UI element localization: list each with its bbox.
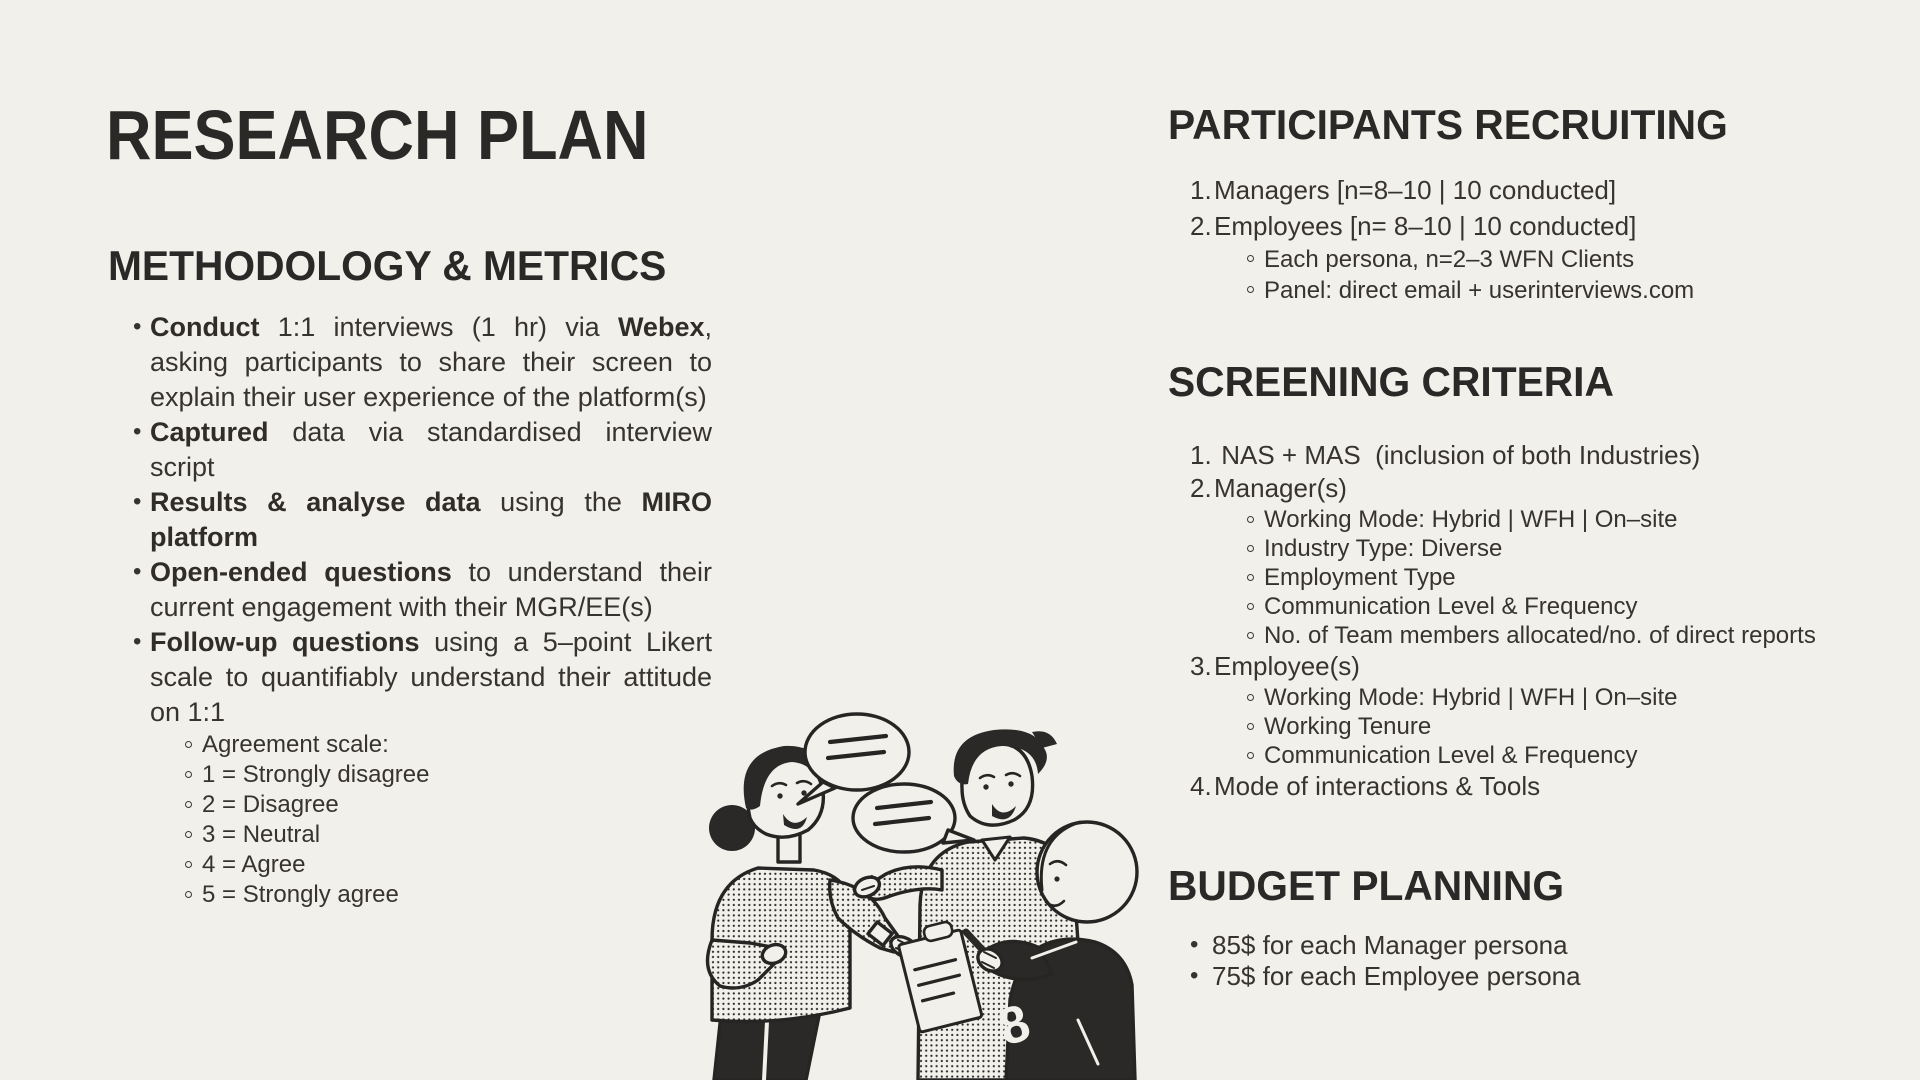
people-talking-illustration <box>680 690 1140 1080</box>
sub-list-item: No. of Team members allocated/no. of direct reports <box>1247 621 1880 650</box>
sub-list-item: Panel: direct email + userinterviews.com <box>1247 275 1850 306</box>
list-item: Employees [n= 8–10 | 10 conducted] Each persona, n=2–3 WFN Clients Panel: direct email + userinterviews.com <box>1190 208 1850 306</box>
jacket-number: 8 <box>991 993 1037 1058</box>
list-item: • Follow-up questions using a 5–point Likert scale to quantifiably understand their attitude on 1:1 Agreement scale: 1 = Strongly disagree 2 = Disagree 3 = Neutral 4 = Agree 5 = Strongly agree <box>132 625 712 910</box>
screening-list <box>1190 439 1880 803</box>
sub-list-item: 3 = Neutral <box>185 820 712 850</box>
sub-list <box>185 730 712 910</box>
list-item: Managers [n=8–10 | 10 conducted] <box>1214 175 1617 205</box>
list-item: • 75$ for each Employee persona <box>1190 961 1690 992</box>
sub-list-item: 1 = Strongly disagree <box>185 760 712 790</box>
sub-list-item: Agreement scale: <box>185 730 712 760</box>
participants-list <box>1190 172 1850 306</box>
sub-list-item: 5 = Strongly agree <box>185 880 712 910</box>
sub-list-item: Working Mode: Hybrid | WFH | On–site <box>1247 505 1880 534</box>
methodology-list <box>132 310 712 910</box>
sub-list-item: 4 = Agree <box>185 850 712 880</box>
sub-list-item: 2 = Disagree <box>185 790 712 820</box>
sub-list-item: Each persona, n=2–3 WFN Clients <box>1247 244 1850 275</box>
participants-heading: PARTICIPANTS RECRUITING <box>1168 101 1728 148</box>
list-item: Mode of interactions & Tools <box>1214 771 1541 801</box>
sub-list-item: Employment Type <box>1247 563 1880 592</box>
list-item: • Conduct 1:1 interviews (1 hr) via Webex, asking participants to share their screen to explain their user experience of the platform(s) <box>132 310 712 415</box>
budget-heading: BUDGET PLANNING <box>1168 862 1565 909</box>
sub-list-item: Working Mode: Hybrid | WFH | On–site <box>1247 683 1880 712</box>
list-item: • Results & analyse data using the MIRO platform <box>132 485 712 555</box>
budget-list <box>1190 930 1690 992</box>
sub-list-item: Communication Level & Frequency <box>1247 592 1880 621</box>
list-item: • Open-ended questions to understand their current engagement with their MGR/EE(s) <box>132 555 712 625</box>
sub-list <box>1247 244 1850 306</box>
methodology-heading: METHODOLOGY & METRICS <box>108 242 667 289</box>
list-item: Employee(s) Working Mode: Hybrid | WFH | On–site Working Tenure Communication Level & Frequency <box>1190 650 1880 770</box>
sub-list-item: Communication Level & Frequency <box>1247 741 1880 770</box>
list-item: Manager(s) Working Mode: Hybrid | WFH | On–site Industry Type: Diverse Employment Type Communication Level & Frequency No. of Team members allocated/no. of direct reports <box>1190 472 1880 650</box>
list-item: • Captured data via standardised interview script <box>132 415 712 485</box>
page-title: RESEARCH PLAN <box>106 96 649 174</box>
list-item: NAS + MAS (inclusion of both Industries) <box>1214 440 1701 470</box>
list-item: • 85$ for each Manager persona <box>1190 930 1690 961</box>
sub-list <box>1247 505 1880 650</box>
sub-list-item: Working Tenure <box>1247 712 1880 741</box>
sub-list <box>1247 683 1880 770</box>
screening-heading: SCREENING CRITERIA <box>1168 358 1614 405</box>
sub-list-item: Industry Type: Diverse <box>1247 534 1880 563</box>
speech-bubble-icon <box>853 784 974 852</box>
